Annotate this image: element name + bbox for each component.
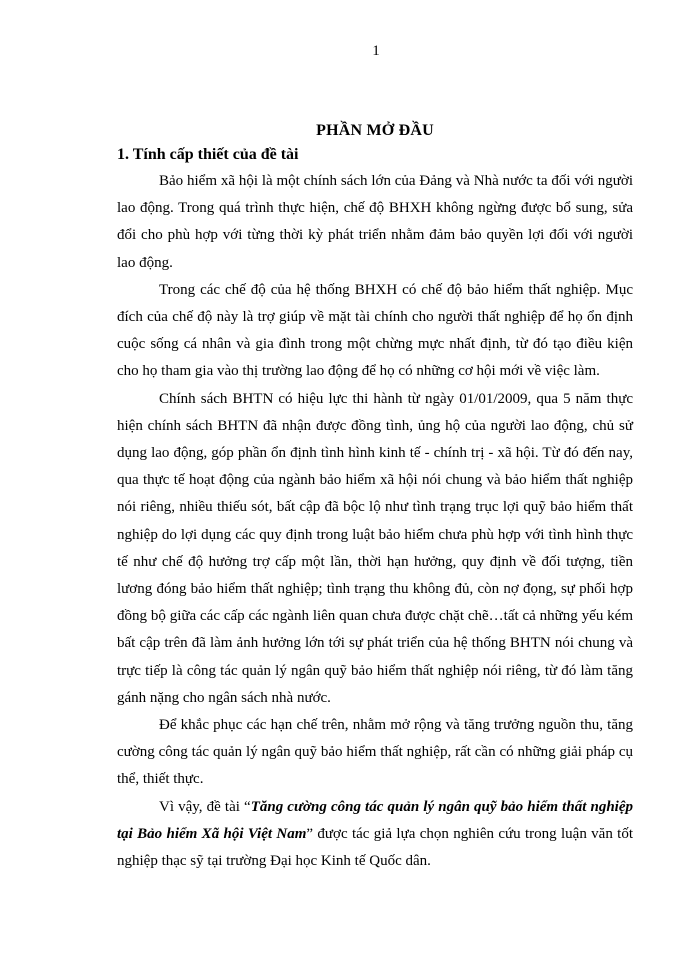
section-heading: 1. Tính cấp thiết của đề tài bbox=[117, 146, 299, 163]
paragraph-4: Để khắc phục các hạn chế trên, nhằm mở rộng và tăng trưởng nguồn thu, tăng cường công tác quản lý ngân quỹ bảo hiểm thất nghiệp, rất cần có những giải pháp cụ thể, thiết thực. bbox=[117, 717, 633, 788]
thesis-topic: Tăng cường công tác quản lý ngân quỹ bảo hiểm thất nghiệp tại Bảo hiểm Xã hội Việt Nam bbox=[117, 798, 633, 842]
main-title: PHẦN MỞ ĐẦU bbox=[316, 122, 434, 139]
paragraph-1: Bảo hiểm xã hội là một chính sách lớn của Đảng và Nhà nước ta đối với người lao động. Trong quá trình thực hiện, chế độ BHXH không ngừng được bổ sung, sửa đổi cho phù hợp với từng thời kỳ phát triển nhằm đảm bảo quyền lợi đối với người lao động. bbox=[117, 173, 633, 271]
paragraph-5 bbox=[117, 794, 633, 876]
paragraph-5-lead: Vì vậy, đề tài “ bbox=[159, 798, 251, 815]
page-number: 1 bbox=[372, 43, 380, 59]
paragraph-3: Chính sách BHTN có hiệu lực thi hành từ ngày 01/01/2009, qua 5 năm thực hiện chính sách BHTN đã nhận được đồng tình, ủng hộ của người lao động, chủ sử dụng lao động, góp phần ổn định tình hình kinh tế - chính trị - xã hội. Từ đó đến nay, qua thực tế hoạt động của ngành bảo hiểm xã hội nói chung và bảo hiểm thất nghiệp nói riêng, nhiều thiếu sót, bất cập đã bộc lộ như tình trạng trục lợi quỹ bảo hiểm thất nghiệp do lợi dụng các quy định trong luật bảo hiểm chưa phù hợp với tình hình thực tế như chế độ hưởng trợ cấp một lần, thời hạn hưởng, quy định về đối tượng, tiền lương đóng bảo hiểm thất nghiệp; tình trạng thu không đủ, còn nợ đọng, sự phối hợp đồng bộ giữa các cấp các ngành liên quan chưa được chặt chẽ…tất cả những yếu kém bất cập trên đã làm ảnh hưởng lớn tới sự phát triển của hệ thống BHTN nói chung và trực tiếp là công tác quản lý ngân quỹ bảo hiểm thất nghiệp nói riêng, từ đó làm tăng gánh nặng cho ngân sách nhà nước. bbox=[117, 390, 633, 706]
paragraph-5-tail: ” được tác giả lựa chọn nghiên cứu trong luận văn tốt nghiệp thạc sỹ tại trường Đại học Kinh tế Quốc dân. bbox=[117, 825, 633, 870]
paragraph-2: Trong các chế độ của hệ thống BHXH có chế độ bảo hiểm thất nghiệp. Mục đích của chế độ này là trợ giúp về mặt tài chính cho người thất nghiệp để họ ổn định cuộc sống cá nhân và gia đình trong một chừng mực nhất định, từ đó tạo điều kiện cho họ tham gia vào thị trường lao động để họ có những cơ hội mới về việc làm. bbox=[117, 281, 633, 380]
